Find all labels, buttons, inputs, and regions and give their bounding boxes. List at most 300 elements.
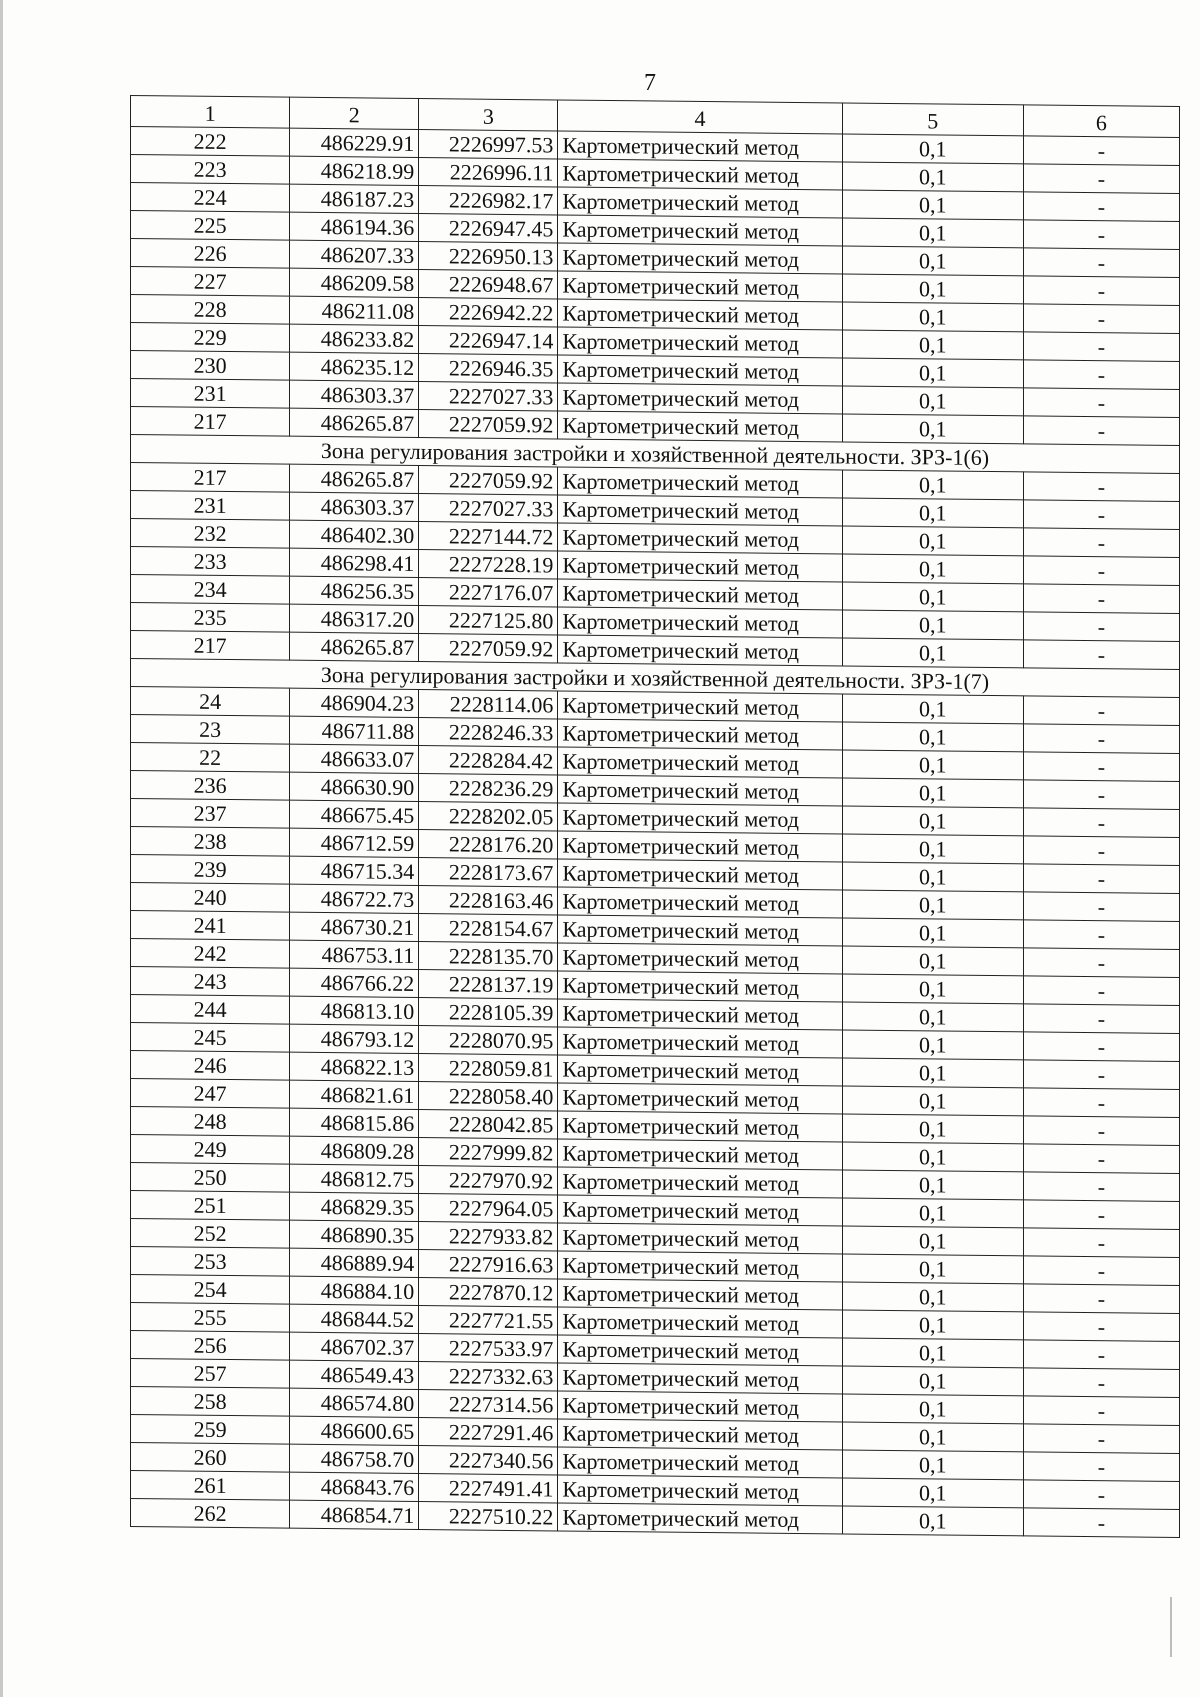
error-value-cell: 0,1 bbox=[842, 694, 1023, 724]
header-cell-3: 3 bbox=[419, 99, 558, 131]
point-number-cell: 256 bbox=[131, 1331, 290, 1361]
method-cell: Картометрический метод bbox=[558, 551, 842, 582]
error-value-cell: 0,1 bbox=[842, 1394, 1023, 1424]
error-value-cell: 0,1 bbox=[842, 358, 1023, 388]
method-cell: Картометрический метод bbox=[558, 1027, 842, 1058]
point-number-cell: 249 bbox=[131, 1135, 290, 1165]
note-cell: - bbox=[1023, 864, 1179, 894]
note-cell: - bbox=[1023, 1480, 1179, 1510]
x-coordinate-cell: 486675.45 bbox=[290, 800, 419, 829]
method-cell: Картометрический метод bbox=[558, 579, 842, 610]
error-value-cell: 0,1 bbox=[842, 1198, 1023, 1228]
method-cell: Картометрический метод bbox=[558, 691, 842, 722]
x-coordinate-cell: 486235.12 bbox=[290, 352, 419, 381]
point-number-cell: 231 bbox=[131, 379, 290, 409]
x-coordinate-cell: 486229.91 bbox=[290, 128, 419, 157]
x-coordinate-cell: 486574.80 bbox=[290, 1388, 419, 1417]
note-cell: - bbox=[1023, 1340, 1179, 1370]
x-coordinate-cell: 486303.37 bbox=[290, 380, 419, 409]
coordinates-table bbox=[130, 95, 1180, 1538]
error-value-cell: 0,1 bbox=[842, 1114, 1023, 1144]
error-value-cell: 0,1 bbox=[842, 806, 1023, 836]
header-cell-6: 6 bbox=[1023, 105, 1179, 138]
method-cell: Картометрический метод bbox=[558, 1055, 842, 1086]
note-cell: - bbox=[1023, 276, 1179, 306]
y-coordinate-cell: 2227125.80 bbox=[419, 606, 558, 635]
method-cell: Картометрический метод bbox=[558, 831, 842, 862]
error-value-cell: 0,1 bbox=[842, 1030, 1023, 1060]
page-number: 7 bbox=[644, 70, 656, 96]
error-value-cell: 0,1 bbox=[842, 582, 1023, 612]
method-cell: Картометрический метод bbox=[558, 1475, 842, 1506]
note-cell: - bbox=[1023, 164, 1179, 194]
point-number-cell: 259 bbox=[131, 1415, 290, 1445]
error-value-cell: 0,1 bbox=[842, 1254, 1023, 1284]
note-cell: - bbox=[1023, 1200, 1179, 1230]
note-cell: - bbox=[1023, 1256, 1179, 1286]
note-cell: - bbox=[1023, 780, 1179, 810]
x-coordinate-cell: 486812.75 bbox=[290, 1164, 419, 1193]
note-cell: - bbox=[1023, 248, 1179, 278]
x-coordinate-cell: 486904.23 bbox=[290, 688, 419, 717]
method-cell: Картометрический метод bbox=[558, 803, 842, 834]
x-coordinate-cell: 486712.59 bbox=[290, 828, 419, 857]
note-cell: - bbox=[1023, 892, 1179, 922]
y-coordinate-cell: 2227970.92 bbox=[419, 1166, 558, 1195]
note-cell: - bbox=[1023, 416, 1179, 446]
point-number-cell: 217 bbox=[131, 463, 290, 493]
y-coordinate-cell: 2226982.17 bbox=[419, 186, 558, 215]
method-cell: Картометрический метод bbox=[558, 775, 842, 806]
y-coordinate-cell: 2227059.92 bbox=[419, 410, 558, 439]
method-cell: Картометрический метод bbox=[558, 635, 842, 666]
y-coordinate-cell: 2227964.05 bbox=[419, 1194, 558, 1223]
x-coordinate-cell: 486702.37 bbox=[290, 1332, 419, 1361]
point-number-cell: 230 bbox=[131, 351, 290, 381]
point-number-cell: 241 bbox=[131, 911, 290, 941]
x-coordinate-cell: 486821.61 bbox=[290, 1080, 419, 1109]
point-number-cell: 238 bbox=[131, 827, 290, 857]
x-coordinate-cell: 486753.11 bbox=[290, 940, 419, 969]
error-value-cell: 0,1 bbox=[842, 1506, 1023, 1536]
method-cell: Картометрический метод bbox=[558, 719, 842, 750]
y-coordinate-cell: 2226948.67 bbox=[419, 270, 558, 299]
x-coordinate-cell: 486813.10 bbox=[290, 996, 419, 1025]
y-coordinate-cell: 2227059.92 bbox=[419, 634, 558, 663]
x-coordinate-cell: 486730.21 bbox=[290, 912, 419, 941]
method-cell: Картометрический метод bbox=[558, 523, 842, 554]
method-cell: Картометрический метод bbox=[558, 355, 842, 386]
y-coordinate-cell: 2227491.41 bbox=[419, 1474, 558, 1503]
error-value-cell: 0,1 bbox=[842, 1170, 1023, 1200]
method-cell: Картометрический метод bbox=[558, 131, 842, 162]
x-coordinate-cell: 486211.08 bbox=[290, 296, 419, 325]
method-cell: Картометрический метод bbox=[558, 215, 842, 246]
point-number-cell: 235 bbox=[131, 603, 290, 633]
scan-edge bbox=[0, 0, 3, 1697]
error-value-cell: 0,1 bbox=[842, 1450, 1023, 1480]
note-cell: - bbox=[1023, 1116, 1179, 1146]
y-coordinate-cell: 2228059.81 bbox=[419, 1054, 558, 1083]
error-value-cell: 0,1 bbox=[842, 1478, 1023, 1508]
x-coordinate-cell: 486854.71 bbox=[290, 1500, 419, 1529]
method-cell: Картометрический метод bbox=[558, 859, 842, 890]
method-cell: Картометрический метод bbox=[558, 1251, 842, 1282]
x-coordinate-cell: 486218.99 bbox=[290, 156, 419, 185]
error-value-cell: 0,1 bbox=[842, 1366, 1023, 1396]
point-number-cell: 233 bbox=[131, 547, 290, 577]
error-value-cell: 0,1 bbox=[842, 890, 1023, 920]
x-coordinate-cell: 486209.58 bbox=[290, 268, 419, 297]
method-cell: Картометрический метод bbox=[558, 1167, 842, 1198]
error-value-cell: 0,1 bbox=[842, 554, 1023, 584]
error-value-cell: 0,1 bbox=[842, 330, 1023, 360]
point-number-cell: 255 bbox=[131, 1303, 290, 1333]
point-number-cell: 242 bbox=[131, 939, 290, 969]
zone-title: Зона регулирования застройки и хозяйственной деятельности. ЗРЗ-1(7) bbox=[131, 659, 1180, 698]
error-value-cell: 0,1 bbox=[842, 1226, 1023, 1256]
method-cell: Картометрический метод bbox=[558, 915, 842, 946]
point-number-cell: 231 bbox=[131, 491, 290, 521]
point-number-cell: 253 bbox=[131, 1247, 290, 1277]
method-cell: Картометрический метод bbox=[558, 1419, 842, 1450]
method-cell: Картометрический метод bbox=[558, 495, 842, 526]
point-number-cell: 22 bbox=[131, 743, 290, 773]
error-value-cell: 0,1 bbox=[842, 498, 1023, 528]
point-number-cell: 257 bbox=[131, 1359, 290, 1389]
error-value-cell: 0,1 bbox=[842, 1058, 1023, 1088]
x-coordinate-cell: 486317.20 bbox=[290, 604, 419, 633]
method-cell: Картометрический метод bbox=[558, 971, 842, 1002]
error-value-cell: 0,1 bbox=[842, 834, 1023, 864]
point-number-cell: 222 bbox=[131, 127, 290, 157]
point-number-cell: 217 bbox=[131, 407, 290, 437]
point-number-cell: 225 bbox=[131, 211, 290, 241]
y-coordinate-cell: 2228163.46 bbox=[419, 886, 558, 915]
y-coordinate-cell: 2228236.29 bbox=[419, 774, 558, 803]
header-cell-1: 1 bbox=[131, 96, 290, 129]
note-cell: - bbox=[1023, 304, 1179, 334]
note-cell: - bbox=[1023, 1396, 1179, 1426]
note-cell: - bbox=[1023, 1088, 1179, 1118]
point-number-cell: 224 bbox=[131, 183, 290, 213]
y-coordinate-cell: 2228105.39 bbox=[419, 998, 558, 1027]
y-coordinate-cell: 2228284.42 bbox=[419, 746, 558, 775]
y-coordinate-cell: 2226996.11 bbox=[419, 158, 558, 187]
point-number-cell: 254 bbox=[131, 1275, 290, 1305]
error-value-cell: 0,1 bbox=[842, 1086, 1023, 1116]
error-value-cell: 0,1 bbox=[842, 526, 1023, 556]
note-cell: - bbox=[1023, 500, 1179, 530]
error-value-cell: 0,1 bbox=[842, 610, 1023, 640]
method-cell: Картометрический метод bbox=[558, 607, 842, 638]
method-cell: Картометрический метод bbox=[558, 887, 842, 918]
note-cell: - bbox=[1023, 1144, 1179, 1174]
note-cell: - bbox=[1023, 556, 1179, 586]
y-coordinate-cell: 2227291.46 bbox=[419, 1418, 558, 1447]
method-cell: Картометрический метод bbox=[558, 1363, 842, 1394]
method-cell: Картометрический метод bbox=[558, 1223, 842, 1254]
note-cell: - bbox=[1023, 724, 1179, 754]
y-coordinate-cell: 2228070.95 bbox=[419, 1026, 558, 1055]
y-coordinate-cell: 2226947.45 bbox=[419, 214, 558, 243]
point-number-cell: 243 bbox=[131, 967, 290, 997]
x-coordinate-cell: 486194.36 bbox=[290, 212, 419, 241]
note-cell: - bbox=[1023, 1004, 1179, 1034]
y-coordinate-cell: 2227176.07 bbox=[419, 578, 558, 607]
y-coordinate-cell: 2228154.67 bbox=[419, 914, 558, 943]
point-number-cell: 244 bbox=[131, 995, 290, 1025]
error-value-cell: 0,1 bbox=[842, 302, 1023, 332]
note-cell: - bbox=[1023, 1312, 1179, 1342]
note-cell: - bbox=[1023, 920, 1179, 950]
note-cell: - bbox=[1023, 836, 1179, 866]
note-cell: - bbox=[1023, 136, 1179, 166]
x-coordinate-cell: 486890.35 bbox=[290, 1220, 419, 1249]
note-cell: - bbox=[1023, 1508, 1179, 1538]
x-coordinate-cell: 486711.88 bbox=[290, 716, 419, 745]
method-cell: Картометрический метод bbox=[558, 159, 842, 190]
error-value-cell: 0,1 bbox=[842, 134, 1023, 164]
point-number-cell: 236 bbox=[131, 771, 290, 801]
error-value-cell: 0,1 bbox=[842, 918, 1023, 948]
y-coordinate-cell: 2227332.63 bbox=[419, 1362, 558, 1391]
point-number-cell: 229 bbox=[131, 323, 290, 353]
note-cell: - bbox=[1023, 1228, 1179, 1258]
y-coordinate-cell: 2226997.53 bbox=[419, 130, 558, 159]
x-coordinate-cell: 486630.90 bbox=[290, 772, 419, 801]
y-coordinate-cell: 2227870.12 bbox=[419, 1278, 558, 1307]
x-coordinate-cell: 486303.37 bbox=[290, 492, 419, 521]
error-value-cell: 0,1 bbox=[842, 722, 1023, 752]
point-number-cell: 237 bbox=[131, 799, 290, 829]
point-number-cell: 246 bbox=[131, 1051, 290, 1081]
point-number-cell: 260 bbox=[131, 1443, 290, 1473]
point-number-cell: 247 bbox=[131, 1079, 290, 1109]
x-coordinate-cell: 486298.41 bbox=[290, 548, 419, 577]
x-coordinate-cell: 486256.35 bbox=[290, 576, 419, 605]
point-number-cell: 226 bbox=[131, 239, 290, 269]
note-cell: - bbox=[1023, 584, 1179, 614]
error-value-cell: 0,1 bbox=[842, 414, 1023, 444]
y-coordinate-cell: 2228173.67 bbox=[419, 858, 558, 887]
error-value-cell: 0,1 bbox=[842, 1338, 1023, 1368]
header-cell-4: 4 bbox=[558, 100, 842, 134]
y-coordinate-cell: 2227144.72 bbox=[419, 522, 558, 551]
x-coordinate-cell: 486715.34 bbox=[290, 856, 419, 885]
y-coordinate-cell: 2228058.40 bbox=[419, 1082, 558, 1111]
note-cell: - bbox=[1023, 1060, 1179, 1090]
error-value-cell: 0,1 bbox=[842, 246, 1023, 276]
y-coordinate-cell: 2226947.14 bbox=[419, 326, 558, 355]
error-value-cell: 0,1 bbox=[842, 862, 1023, 892]
y-coordinate-cell: 2228135.70 bbox=[419, 942, 558, 971]
table-body bbox=[131, 96, 1180, 1538]
error-value-cell: 0,1 bbox=[842, 778, 1023, 808]
method-cell: Картометрический метод bbox=[558, 327, 842, 358]
method-cell: Картометрический метод bbox=[558, 1139, 842, 1170]
method-cell: Картометрический метод bbox=[558, 1279, 842, 1310]
y-coordinate-cell: 2228042.85 bbox=[419, 1110, 558, 1139]
error-value-cell: 0,1 bbox=[842, 946, 1023, 976]
method-cell: Картометрический метод bbox=[558, 1307, 842, 1338]
error-value-cell: 0,1 bbox=[842, 638, 1023, 668]
note-cell: - bbox=[1023, 808, 1179, 838]
error-value-cell: 0,1 bbox=[842, 190, 1023, 220]
x-coordinate-cell: 486402.30 bbox=[290, 520, 419, 549]
x-coordinate-cell: 486884.10 bbox=[290, 1276, 419, 1305]
method-cell: Картометрический метод bbox=[558, 1195, 842, 1226]
y-coordinate-cell: 2227721.55 bbox=[419, 1306, 558, 1335]
y-coordinate-cell: 2227510.22 bbox=[419, 1502, 558, 1531]
x-coordinate-cell: 486207.33 bbox=[290, 240, 419, 269]
point-number-cell: 245 bbox=[131, 1023, 290, 1053]
point-number-cell: 248 bbox=[131, 1107, 290, 1137]
x-coordinate-cell: 486815.86 bbox=[290, 1108, 419, 1137]
x-coordinate-cell: 486187.23 bbox=[290, 184, 419, 213]
point-number-cell: 239 bbox=[131, 855, 290, 885]
note-cell: - bbox=[1023, 220, 1179, 250]
error-value-cell: 0,1 bbox=[842, 974, 1023, 1004]
note-cell: - bbox=[1023, 192, 1179, 222]
x-coordinate-cell: 486843.76 bbox=[290, 1472, 419, 1501]
point-number-cell: 232 bbox=[131, 519, 290, 549]
x-coordinate-cell: 486233.82 bbox=[290, 324, 419, 353]
method-cell: Картометрический метод bbox=[558, 187, 842, 218]
header-cell-2: 2 bbox=[290, 97, 419, 129]
x-coordinate-cell: 486265.87 bbox=[290, 408, 419, 437]
method-cell: Картометрический метод bbox=[558, 1083, 842, 1114]
method-cell: Картометрический метод bbox=[558, 299, 842, 330]
y-coordinate-cell: 2228202.05 bbox=[419, 802, 558, 831]
y-coordinate-cell: 2226946.35 bbox=[419, 354, 558, 383]
x-coordinate-cell: 486822.13 bbox=[290, 1052, 419, 1081]
error-value-cell: 0,1 bbox=[842, 274, 1023, 304]
point-number-cell: 24 bbox=[131, 687, 290, 717]
point-number-cell: 223 bbox=[131, 155, 290, 185]
error-value-cell: 0,1 bbox=[842, 218, 1023, 248]
x-coordinate-cell: 486265.87 bbox=[290, 632, 419, 661]
y-coordinate-cell: 2227228.19 bbox=[419, 550, 558, 579]
x-coordinate-cell: 486829.35 bbox=[290, 1192, 419, 1221]
note-cell: - bbox=[1023, 1172, 1179, 1202]
point-number-cell: 240 bbox=[131, 883, 290, 913]
x-coordinate-cell: 486766.22 bbox=[290, 968, 419, 997]
error-value-cell: 0,1 bbox=[842, 1422, 1023, 1452]
note-cell: - bbox=[1023, 976, 1179, 1006]
x-coordinate-cell: 486600.65 bbox=[290, 1416, 419, 1445]
note-cell: - bbox=[1023, 1284, 1179, 1314]
error-value-cell: 0,1 bbox=[842, 1002, 1023, 1032]
header-cell-5: 5 bbox=[842, 103, 1023, 136]
error-value-cell: 0,1 bbox=[842, 750, 1023, 780]
y-coordinate-cell: 2227933.82 bbox=[419, 1222, 558, 1251]
y-coordinate-cell: 2227999.82 bbox=[419, 1138, 558, 1167]
y-coordinate-cell: 2227059.92 bbox=[419, 466, 558, 495]
note-cell: - bbox=[1023, 528, 1179, 558]
note-cell: - bbox=[1023, 1032, 1179, 1062]
x-coordinate-cell: 486265.87 bbox=[290, 464, 419, 493]
y-coordinate-cell: 2226950.13 bbox=[419, 242, 558, 271]
note-cell: - bbox=[1023, 472, 1179, 502]
note-cell: - bbox=[1023, 948, 1179, 978]
note-cell: - bbox=[1023, 752, 1179, 782]
note-cell: - bbox=[1023, 696, 1179, 726]
y-coordinate-cell: 2226942.22 bbox=[419, 298, 558, 327]
point-number-cell: 262 bbox=[131, 1499, 290, 1529]
point-number-cell: 261 bbox=[131, 1471, 290, 1501]
error-value-cell: 0,1 bbox=[842, 386, 1023, 416]
x-coordinate-cell: 486633.07 bbox=[290, 744, 419, 773]
note-cell: - bbox=[1023, 1424, 1179, 1454]
x-coordinate-cell: 486758.70 bbox=[290, 1444, 419, 1473]
y-coordinate-cell: 2228246.33 bbox=[419, 718, 558, 747]
note-cell: - bbox=[1023, 612, 1179, 642]
x-coordinate-cell: 486809.28 bbox=[290, 1136, 419, 1165]
y-coordinate-cell: 2227916.63 bbox=[419, 1250, 558, 1279]
error-value-cell: 0,1 bbox=[842, 470, 1023, 500]
method-cell: Картометрический метод bbox=[558, 467, 842, 498]
method-cell: Картометрический метод bbox=[558, 271, 842, 302]
method-cell: Картометрический метод bbox=[558, 1111, 842, 1142]
point-number-cell: 228 bbox=[131, 295, 290, 325]
x-coordinate-cell: 486889.94 bbox=[290, 1248, 419, 1277]
zone-title: Зона регулирования застройки и хозяйственной деятельности. ЗРЗ-1(6) bbox=[131, 435, 1180, 474]
error-value-cell: 0,1 bbox=[842, 1310, 1023, 1340]
note-cell: - bbox=[1023, 360, 1179, 390]
note-cell: - bbox=[1023, 640, 1179, 670]
method-cell: Картометрический метод bbox=[558, 383, 842, 414]
method-cell: Картометрический метод bbox=[558, 999, 842, 1030]
x-coordinate-cell: 486844.52 bbox=[290, 1304, 419, 1333]
point-number-cell: 252 bbox=[131, 1219, 290, 1249]
x-coordinate-cell: 486722.73 bbox=[290, 884, 419, 913]
method-cell: Картометрический метод bbox=[558, 243, 842, 274]
point-number-cell: 23 bbox=[131, 715, 290, 745]
y-coordinate-cell: 2227027.33 bbox=[419, 382, 558, 411]
point-number-cell: 258 bbox=[131, 1387, 290, 1417]
x-coordinate-cell: 486793.12 bbox=[290, 1024, 419, 1053]
y-coordinate-cell: 2228176.20 bbox=[419, 830, 558, 859]
method-cell: Картометрический метод bbox=[558, 747, 842, 778]
method-cell: Картометрический метод bbox=[558, 1503, 842, 1534]
point-number-cell: 250 bbox=[131, 1163, 290, 1193]
error-value-cell: 0,1 bbox=[842, 1282, 1023, 1312]
method-cell: Картометрический метод bbox=[558, 411, 842, 442]
point-number-cell: 217 bbox=[131, 631, 290, 661]
y-coordinate-cell: 2228137.19 bbox=[419, 970, 558, 999]
point-number-cell: 227 bbox=[131, 267, 290, 297]
method-cell: Картометрический метод bbox=[558, 943, 842, 974]
x-coordinate-cell: 486549.43 bbox=[290, 1360, 419, 1389]
method-cell: Картометрический метод bbox=[558, 1391, 842, 1422]
error-value-cell: 0,1 bbox=[842, 1142, 1023, 1172]
y-coordinate-cell: 2227314.56 bbox=[419, 1390, 558, 1419]
point-number-cell: 234 bbox=[131, 575, 290, 605]
note-cell: - bbox=[1023, 1452, 1179, 1482]
note-cell: - bbox=[1023, 332, 1179, 362]
scan-mark bbox=[1170, 1597, 1172, 1657]
y-coordinate-cell: 2228114.06 bbox=[419, 690, 558, 719]
y-coordinate-cell: 2227340.56 bbox=[419, 1446, 558, 1475]
y-coordinate-cell: 2227027.33 bbox=[419, 494, 558, 523]
note-cell: - bbox=[1023, 1368, 1179, 1398]
note-cell: - bbox=[1023, 388, 1179, 418]
method-cell: Картометрический метод bbox=[558, 1447, 842, 1478]
error-value-cell: 0,1 bbox=[842, 162, 1023, 192]
method-cell: Картометрический метод bbox=[558, 1335, 842, 1366]
point-number-cell: 251 bbox=[131, 1191, 290, 1221]
